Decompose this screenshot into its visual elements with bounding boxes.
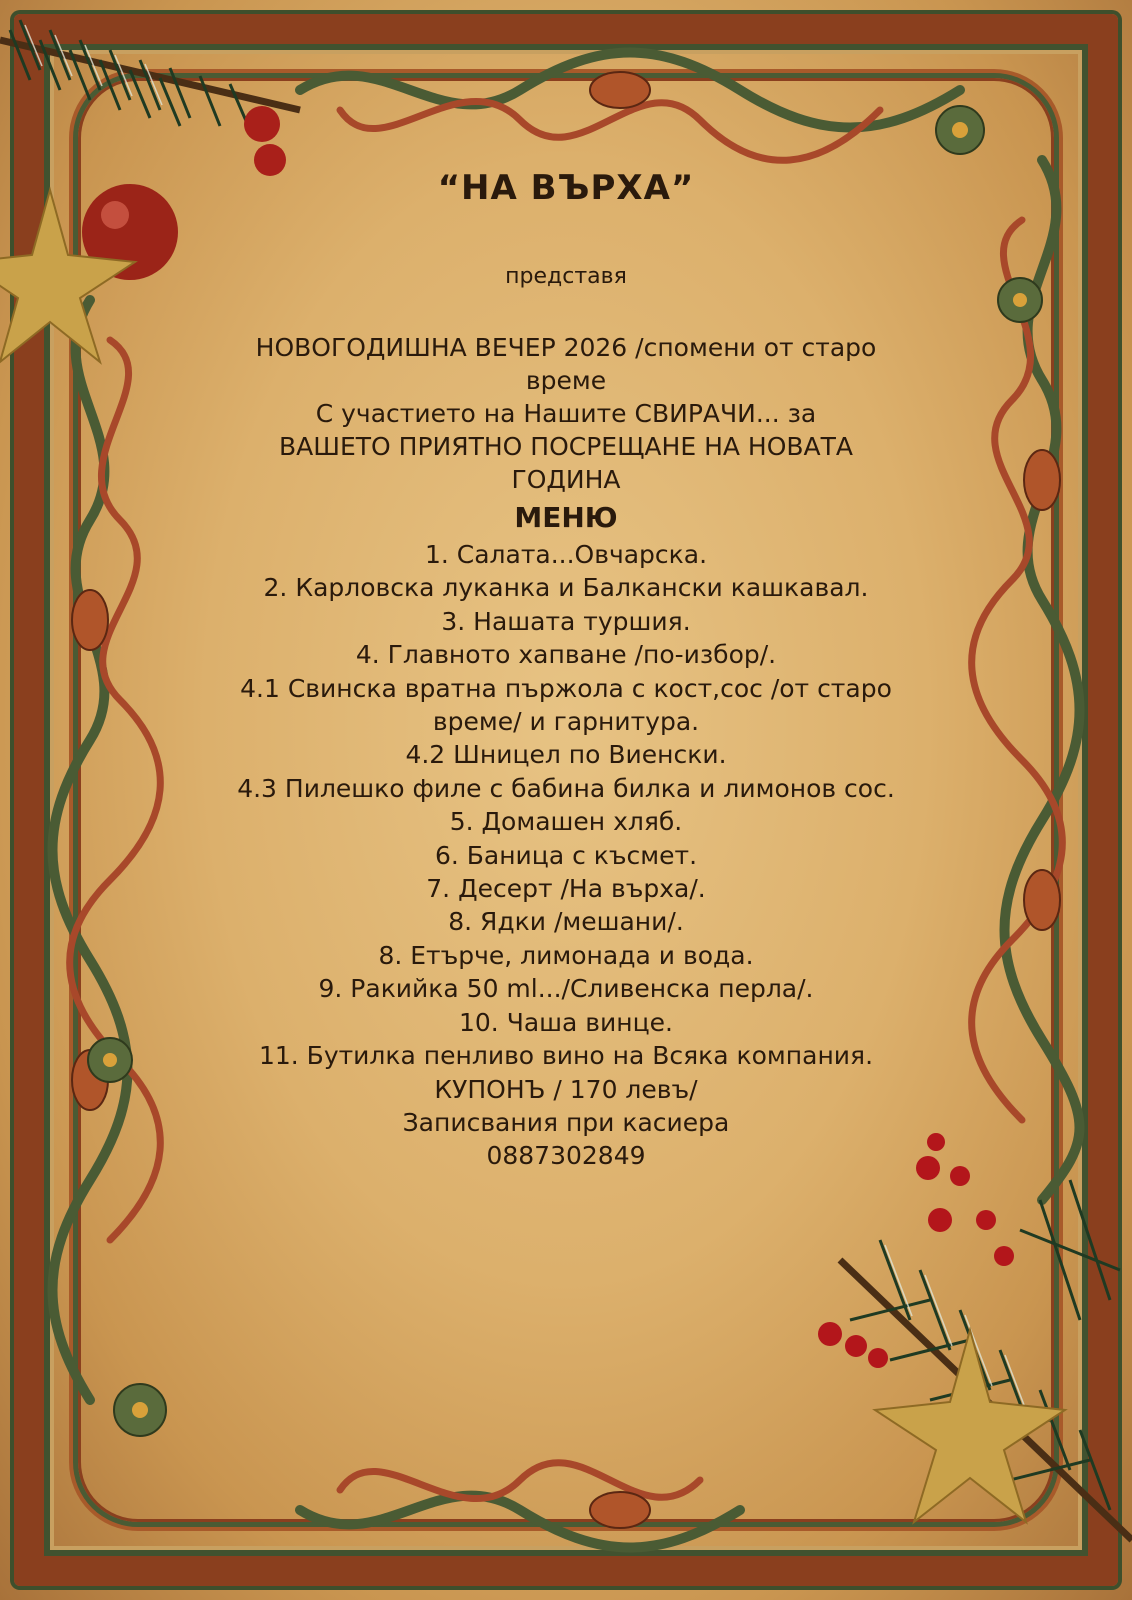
menu-item: 5. Домашен хляб. bbox=[449, 807, 683, 837]
restaurant-title: “НА ВЪРХА” bbox=[437, 168, 695, 208]
menu-item: 3. Нашата туршия. bbox=[441, 606, 691, 636]
menu-item: 4. Главното хапване /по-избор/. bbox=[355, 640, 777, 670]
menu-content bbox=[180, 168, 952, 1173]
booking-info: Записвания при касиера bbox=[402, 1107, 730, 1137]
menu-item: 4.1 Свинска вратна пържола с кост,сос /от старо bbox=[240, 673, 892, 703]
event-line-4: ВАШЕТО ПРИЯТНО ПОСРЕЩАНЕ НА НОВАТА bbox=[278, 432, 854, 461]
menu-item: 6. Баница с късмет. bbox=[434, 840, 698, 870]
presents-text: представя bbox=[505, 264, 627, 289]
coupon-price: КУПОНЪ / 170 левъ/ bbox=[434, 1074, 698, 1104]
menu-item: 9. Ракийка 50 ml.../Сливенска перла/. bbox=[318, 974, 814, 1004]
menu-item: 8. Етърче, лимонада и вода. bbox=[378, 940, 754, 970]
event-line-2: време bbox=[525, 366, 607, 395]
menu-item: 7. Десерт /На върха/. bbox=[426, 874, 706, 904]
menu-heading: МЕНЮ bbox=[514, 501, 618, 534]
event-line-5: ГОДИНА bbox=[511, 465, 621, 494]
phone-number: 0887302849 bbox=[486, 1141, 646, 1171]
menu-item: 10. Чаша винце. bbox=[459, 1007, 673, 1037]
menu-item: 4.2 Шницел по Виенски. bbox=[405, 740, 727, 770]
menu-item: време/ и гарнитура. bbox=[432, 707, 700, 737]
menu-item: 11. Бутилка пенливо вино на Всяка компания. bbox=[258, 1041, 874, 1071]
pine-branch-bottom-right-decoration bbox=[780, 1120, 1132, 1600]
menu-item: 4.3 Пилешко филе с бабина билка и лимонов сос. bbox=[237, 773, 895, 803]
event-line-1: НОВОГОДИШНА ВЕЧЕР 2026 /спомени от старо bbox=[255, 333, 877, 362]
menu-item: 2. Карловска луканка и Балкански кашкавал. bbox=[263, 573, 869, 603]
menu-item: 8. Ядки /мешани/. bbox=[448, 907, 684, 937]
event-line-3: С участието на Нашите СВИРАЧИ... за bbox=[315, 399, 817, 428]
menu-item: 1. Салата...Овчарска. bbox=[424, 540, 708, 569]
